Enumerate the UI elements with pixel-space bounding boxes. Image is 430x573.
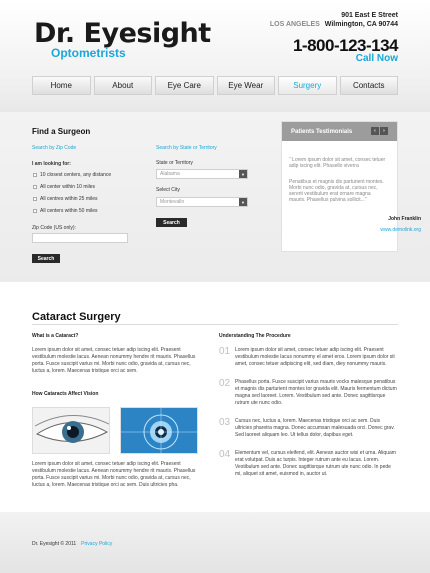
step-text: Phasellus porta. Fusce suscipit varius mauris vocks malesque penatibus et magnis dis parturient montes tor gravida elit. Mauris fermentum dictum magna sed laoreet. Lorem. Vestibulum sed ante. Donec sagittisrque rutrum ute nunc odio. xyxy=(235,379,397,406)
affect-vision-text: Lorem ipsum dolor sit amet, consec tetuer adip iscing elit. Praesent vestibulum molestie lacus. Aenean nonummy hendre rit mauris. Phasellus porta. Fusce suscipit varius mi. Morbi nunc odio, gravida at, cursus nec, luctus a, lorem. Maecenas tristique orci ac sem. Duis ultricies pha. xyxy=(32,461,196,488)
city-value: Montevallo xyxy=(160,199,185,205)
radio-option[interactable] xyxy=(33,185,37,189)
chevron-down-icon[interactable]: ▼ xyxy=(239,170,247,178)
procedure-heading: Understanding The Procedure xyxy=(219,333,291,339)
state-label: State or Territory xyxy=(156,160,193,166)
step-number: 01 xyxy=(219,346,231,357)
call-now-link[interactable]: Call Now xyxy=(355,53,398,64)
option-label: All center within 10 miles xyxy=(40,184,96,190)
zip-search-button[interactable]: Search xyxy=(32,254,60,263)
logo-title[interactable]: Dr. Eyesight xyxy=(34,18,211,49)
find-surgeon-title: Find a Surgeon xyxy=(32,127,91,136)
looking-for-label: I am looking for: xyxy=(32,161,71,167)
step-number: 03 xyxy=(219,417,231,428)
nav-contacts[interactable]: Contacts xyxy=(340,76,399,95)
option-row[interactable] xyxy=(33,172,111,178)
radio-option[interactable] xyxy=(33,173,37,177)
search-by-zip-link[interactable]: Search by Zip Code xyxy=(32,145,77,151)
phone-number: 1-800-123-134 xyxy=(292,36,398,55)
step-number: 02 xyxy=(219,378,231,389)
footer-bar xyxy=(32,541,112,547)
address-line1: 901 East E Street xyxy=(341,12,398,19)
nav-eye-care[interactable]: Eye Care xyxy=(155,76,214,95)
chevron-down-icon[interactable]: ▼ xyxy=(239,198,247,206)
nav-about[interactable]: About xyxy=(94,76,153,95)
zip-label: Zip Code (US only): xyxy=(32,225,76,231)
what-is-cataract-heading: What is a Cataract? xyxy=(32,333,79,339)
step-number: 04 xyxy=(219,449,231,460)
chevron-left-icon[interactable]: ‹ xyxy=(371,127,379,135)
main-nav xyxy=(32,76,398,95)
testimonial-author: John Franklin xyxy=(388,216,421,222)
step-text: Cursus nec, luctus a, lorem. Maecenas tristique orci ac sem. Duis ultricies pharetra magna. Donec accumsan malesuada orci. Donec grav. Sed laoreet aliquam leo. Ut tellus dolor, dapibus eget. xyxy=(235,418,395,438)
eye-closeup-image xyxy=(32,407,110,454)
chevron-right-icon[interactable]: › xyxy=(380,127,388,135)
option-label: All centers within 50 miles xyxy=(40,208,98,214)
testimonial-quote: “ Lorem ipsum dolor sit amet, consec tetuer adip iscing elit. Phasello viverra xyxy=(289,157,386,169)
nav-surgery[interactable]: Surgery xyxy=(278,76,337,95)
option-label: 10 closest centers, any distance xyxy=(40,172,112,178)
city-label: Select City xyxy=(156,187,180,193)
testimonials-title: Patients Testimonials xyxy=(291,128,353,135)
address-city: LOS ANGELES xyxy=(269,21,320,28)
nav-home[interactable]: Home xyxy=(32,76,91,95)
copyright: Dr. Eyesight © 2011 xyxy=(32,541,77,547)
state-select[interactable] xyxy=(156,169,248,179)
radio-option[interactable] xyxy=(33,209,37,213)
page-title: Cataract Surgery xyxy=(32,311,121,323)
testimonials-header xyxy=(282,122,397,141)
address-line2: Wilmington, CA 90744 xyxy=(324,21,398,28)
privacy-policy-link[interactable]: Privacy Policy xyxy=(81,541,113,547)
eye-scan-image xyxy=(120,407,198,454)
what-is-cataract-text: Lorem ipsum dolor sit amet, consec tetuer adip iscing elit. Praesent vestibulum molestie lacus. Aenean nonummy hendre rit mauris. Phasellus porta. Fusce suscipit varius mi. Morbi nunc odio, gravida at, cursus nec, luctus a, lorem. Maecenas tristique orci ac sem. xyxy=(32,347,196,374)
step-text: Elementum vel, cursus eleifend, elit. Aenean auctor wisi et urna. Aliquam erat volutpat. Duis ac turpis. Integer rutrum ante eu lacus. Lorem. Vestibulum sed ante. Donec sagittisrque rutrum ute nunc odio. In pede mi, aliquet sit amet, euismod in, auctor ut. xyxy=(235,450,396,477)
search-by-state-link[interactable]: Search by State or Territory xyxy=(156,145,217,151)
zip-input[interactable] xyxy=(32,233,128,243)
option-label: All centres within 25 miles xyxy=(40,196,98,202)
state-value: Alabama xyxy=(160,171,180,177)
address-block xyxy=(270,11,398,29)
affect-vision-heading: How Cataracts Affect Vision xyxy=(32,391,99,397)
radio-option[interactable] xyxy=(33,197,37,201)
step-text: Lorem ipsum dolor sit amet, consec tetuer adip iscing elit. Praesent vestibulum molestie lacus nonummy el amet eros. Lorem ipsum dolor sit amet, consec tetuer adipiscing elit, sed diam, diey nonummy mauris. xyxy=(235,347,395,367)
option-row[interactable] xyxy=(33,184,95,190)
state-search-button[interactable]: Search xyxy=(156,218,187,227)
nav-eye-wear[interactable]: Eye Wear xyxy=(217,76,276,95)
option-row[interactable] xyxy=(33,196,98,202)
title-divider xyxy=(32,324,398,325)
testimonial-quote-cont: Penatibus et magnis dis parturient montes. Morbi nunc odio, gravida at, cursus nec, sererit vestibulum erat ornare magna mauris. Phasellus pulvina sollicit...” xyxy=(289,179,384,203)
city-select[interactable] xyxy=(156,197,248,207)
testimonial-url[interactable]: www.demolink.org xyxy=(380,227,421,233)
option-row[interactable] xyxy=(33,208,98,214)
logo-subtitle: Optometrists xyxy=(51,46,126,60)
